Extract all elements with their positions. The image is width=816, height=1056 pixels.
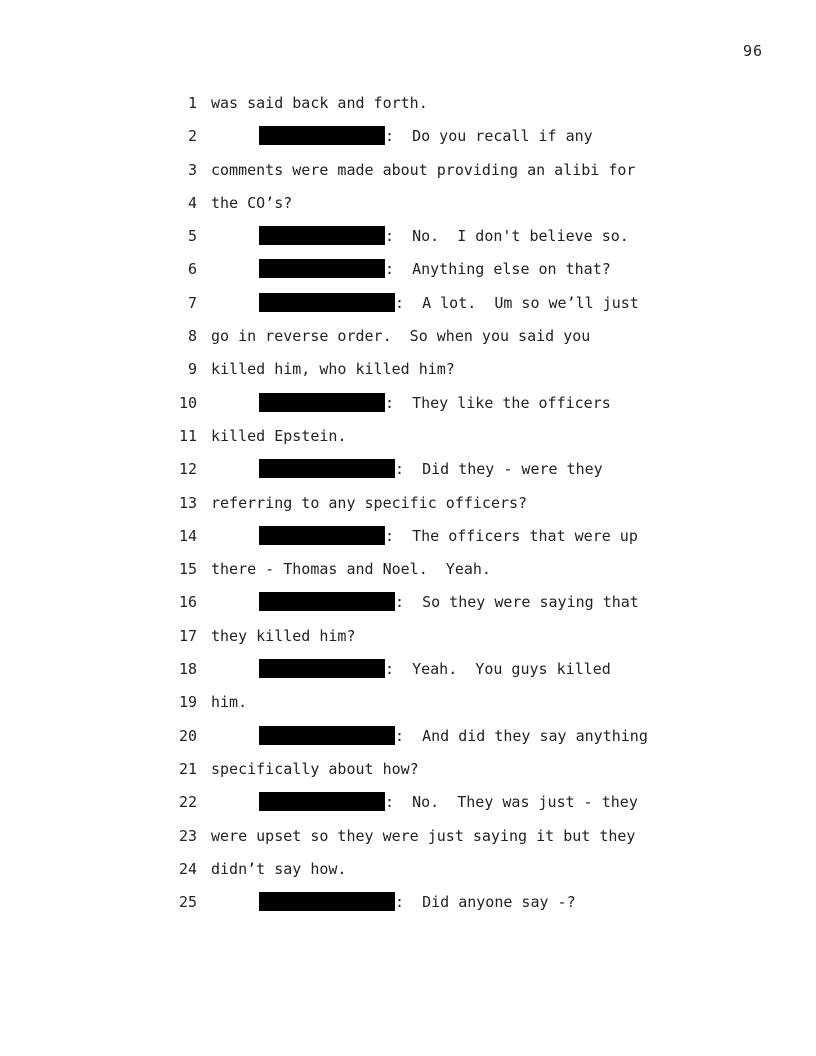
- transcript-line: [0, 858, 816, 891]
- speaker-redaction: [259, 792, 385, 811]
- transcript-line: [0, 658, 816, 691]
- transcript-body: [0, 92, 816, 924]
- line-number: 4: [187, 193, 197, 212]
- line-number: 9: [187, 360, 197, 379]
- line-text: comments were made about providing an alibi for: [211, 160, 636, 179]
- line-text: killed Epstein.: [211, 426, 347, 445]
- transcript-line: [0, 591, 816, 624]
- transcript-line: [0, 392, 816, 425]
- line-text: : They like the officers: [385, 393, 611, 412]
- speaker-redaction: [259, 726, 395, 745]
- line-number: 10: [178, 393, 197, 412]
- line-text: were upset so they were just saying it but they: [211, 826, 636, 845]
- transcript-line: [0, 725, 816, 758]
- line-number: 2: [187, 127, 197, 146]
- line-number: 6: [187, 260, 197, 279]
- line-number: 25: [178, 893, 197, 912]
- speaker-redaction: [259, 293, 395, 312]
- line-text: they killed him?: [211, 626, 356, 645]
- transcript-line: [0, 292, 816, 325]
- transcript-line: [0, 891, 816, 924]
- line-text: referring to any specific officers?: [211, 493, 528, 512]
- line-number: 5: [187, 227, 197, 246]
- line-text: : Did anyone say -?: [395, 893, 576, 912]
- line-number: 22: [178, 793, 197, 812]
- line-text: : And did they say anything: [395, 726, 648, 745]
- transcript-line: [0, 691, 816, 724]
- line-text: : Do you recall if any: [385, 127, 593, 146]
- speaker-redaction: [259, 226, 385, 245]
- speaker-redaction: [259, 526, 385, 545]
- transcript-line: [0, 625, 816, 658]
- line-text: specifically about how?: [211, 759, 419, 778]
- transcript-line: [0, 791, 816, 824]
- line-number: 8: [187, 327, 197, 346]
- line-text: go in reverse order. So when you said you: [211, 327, 591, 346]
- line-text: : No. I don't believe so.: [385, 227, 629, 246]
- line-number: 11: [178, 426, 197, 445]
- line-text: was said back and forth.: [211, 94, 428, 112]
- speaker-redaction: [259, 259, 385, 278]
- transcript-line: [0, 92, 816, 125]
- line-number: 19: [178, 693, 197, 712]
- line-number: 7: [187, 293, 197, 312]
- line-number: 15: [178, 560, 197, 579]
- line-number: 17: [178, 626, 197, 645]
- line-text: him.: [211, 693, 248, 712]
- line-number: 14: [178, 526, 197, 545]
- line-text: the CO’s?: [211, 193, 293, 212]
- transcript-line: [0, 558, 816, 591]
- page-number: 96: [742, 42, 763, 60]
- line-number: 18: [178, 660, 197, 679]
- line-number: 24: [178, 859, 197, 878]
- speaker-redaction: [259, 126, 385, 145]
- line-text: killed him, who killed him?: [211, 360, 455, 379]
- speaker-redaction: [259, 393, 385, 412]
- line-number: 20: [178, 726, 197, 745]
- line-number: 21: [178, 759, 197, 778]
- speaker-redaction: [259, 892, 395, 911]
- transcript-line: [0, 425, 816, 458]
- line-number: 23: [178, 826, 197, 845]
- transcript-line: [0, 358, 816, 391]
- line-number: 3: [187, 160, 197, 179]
- transcript-line: [0, 458, 816, 491]
- line-number: 16: [178, 593, 197, 612]
- transcript-line: [0, 492, 816, 525]
- line-number: 1: [187, 94, 197, 112]
- line-text: : So they were saying that: [395, 593, 639, 612]
- line-text: : No. They was just - they: [385, 793, 638, 812]
- line-text: : A lot. Um so we’ll just: [395, 293, 639, 312]
- transcript-line: [0, 758, 816, 791]
- transcript-line: [0, 825, 816, 858]
- line-text: there - Thomas and Noel. Yeah.: [211, 560, 491, 579]
- transcript-line: [0, 525, 816, 558]
- line-text: : The officers that were up: [385, 526, 638, 545]
- speaker-redaction: [259, 459, 395, 478]
- transcript-line: [0, 325, 816, 358]
- speaker-redaction: [259, 659, 385, 678]
- transcript-line: [0, 258, 816, 291]
- speaker-redaction: [259, 592, 395, 611]
- line-number: 12: [178, 460, 197, 479]
- line-text: didn’t say how.: [211, 859, 347, 878]
- line-text: : Anything else on that?: [385, 260, 611, 279]
- transcript-line: [0, 192, 816, 225]
- line-text: : Yeah. You guys killed: [385, 660, 611, 679]
- transcript-line: [0, 125, 816, 158]
- transcript-line: [0, 225, 816, 258]
- line-text: : Did they - were they: [395, 460, 603, 479]
- transcript-line: [0, 159, 816, 192]
- line-number: 13: [178, 493, 197, 512]
